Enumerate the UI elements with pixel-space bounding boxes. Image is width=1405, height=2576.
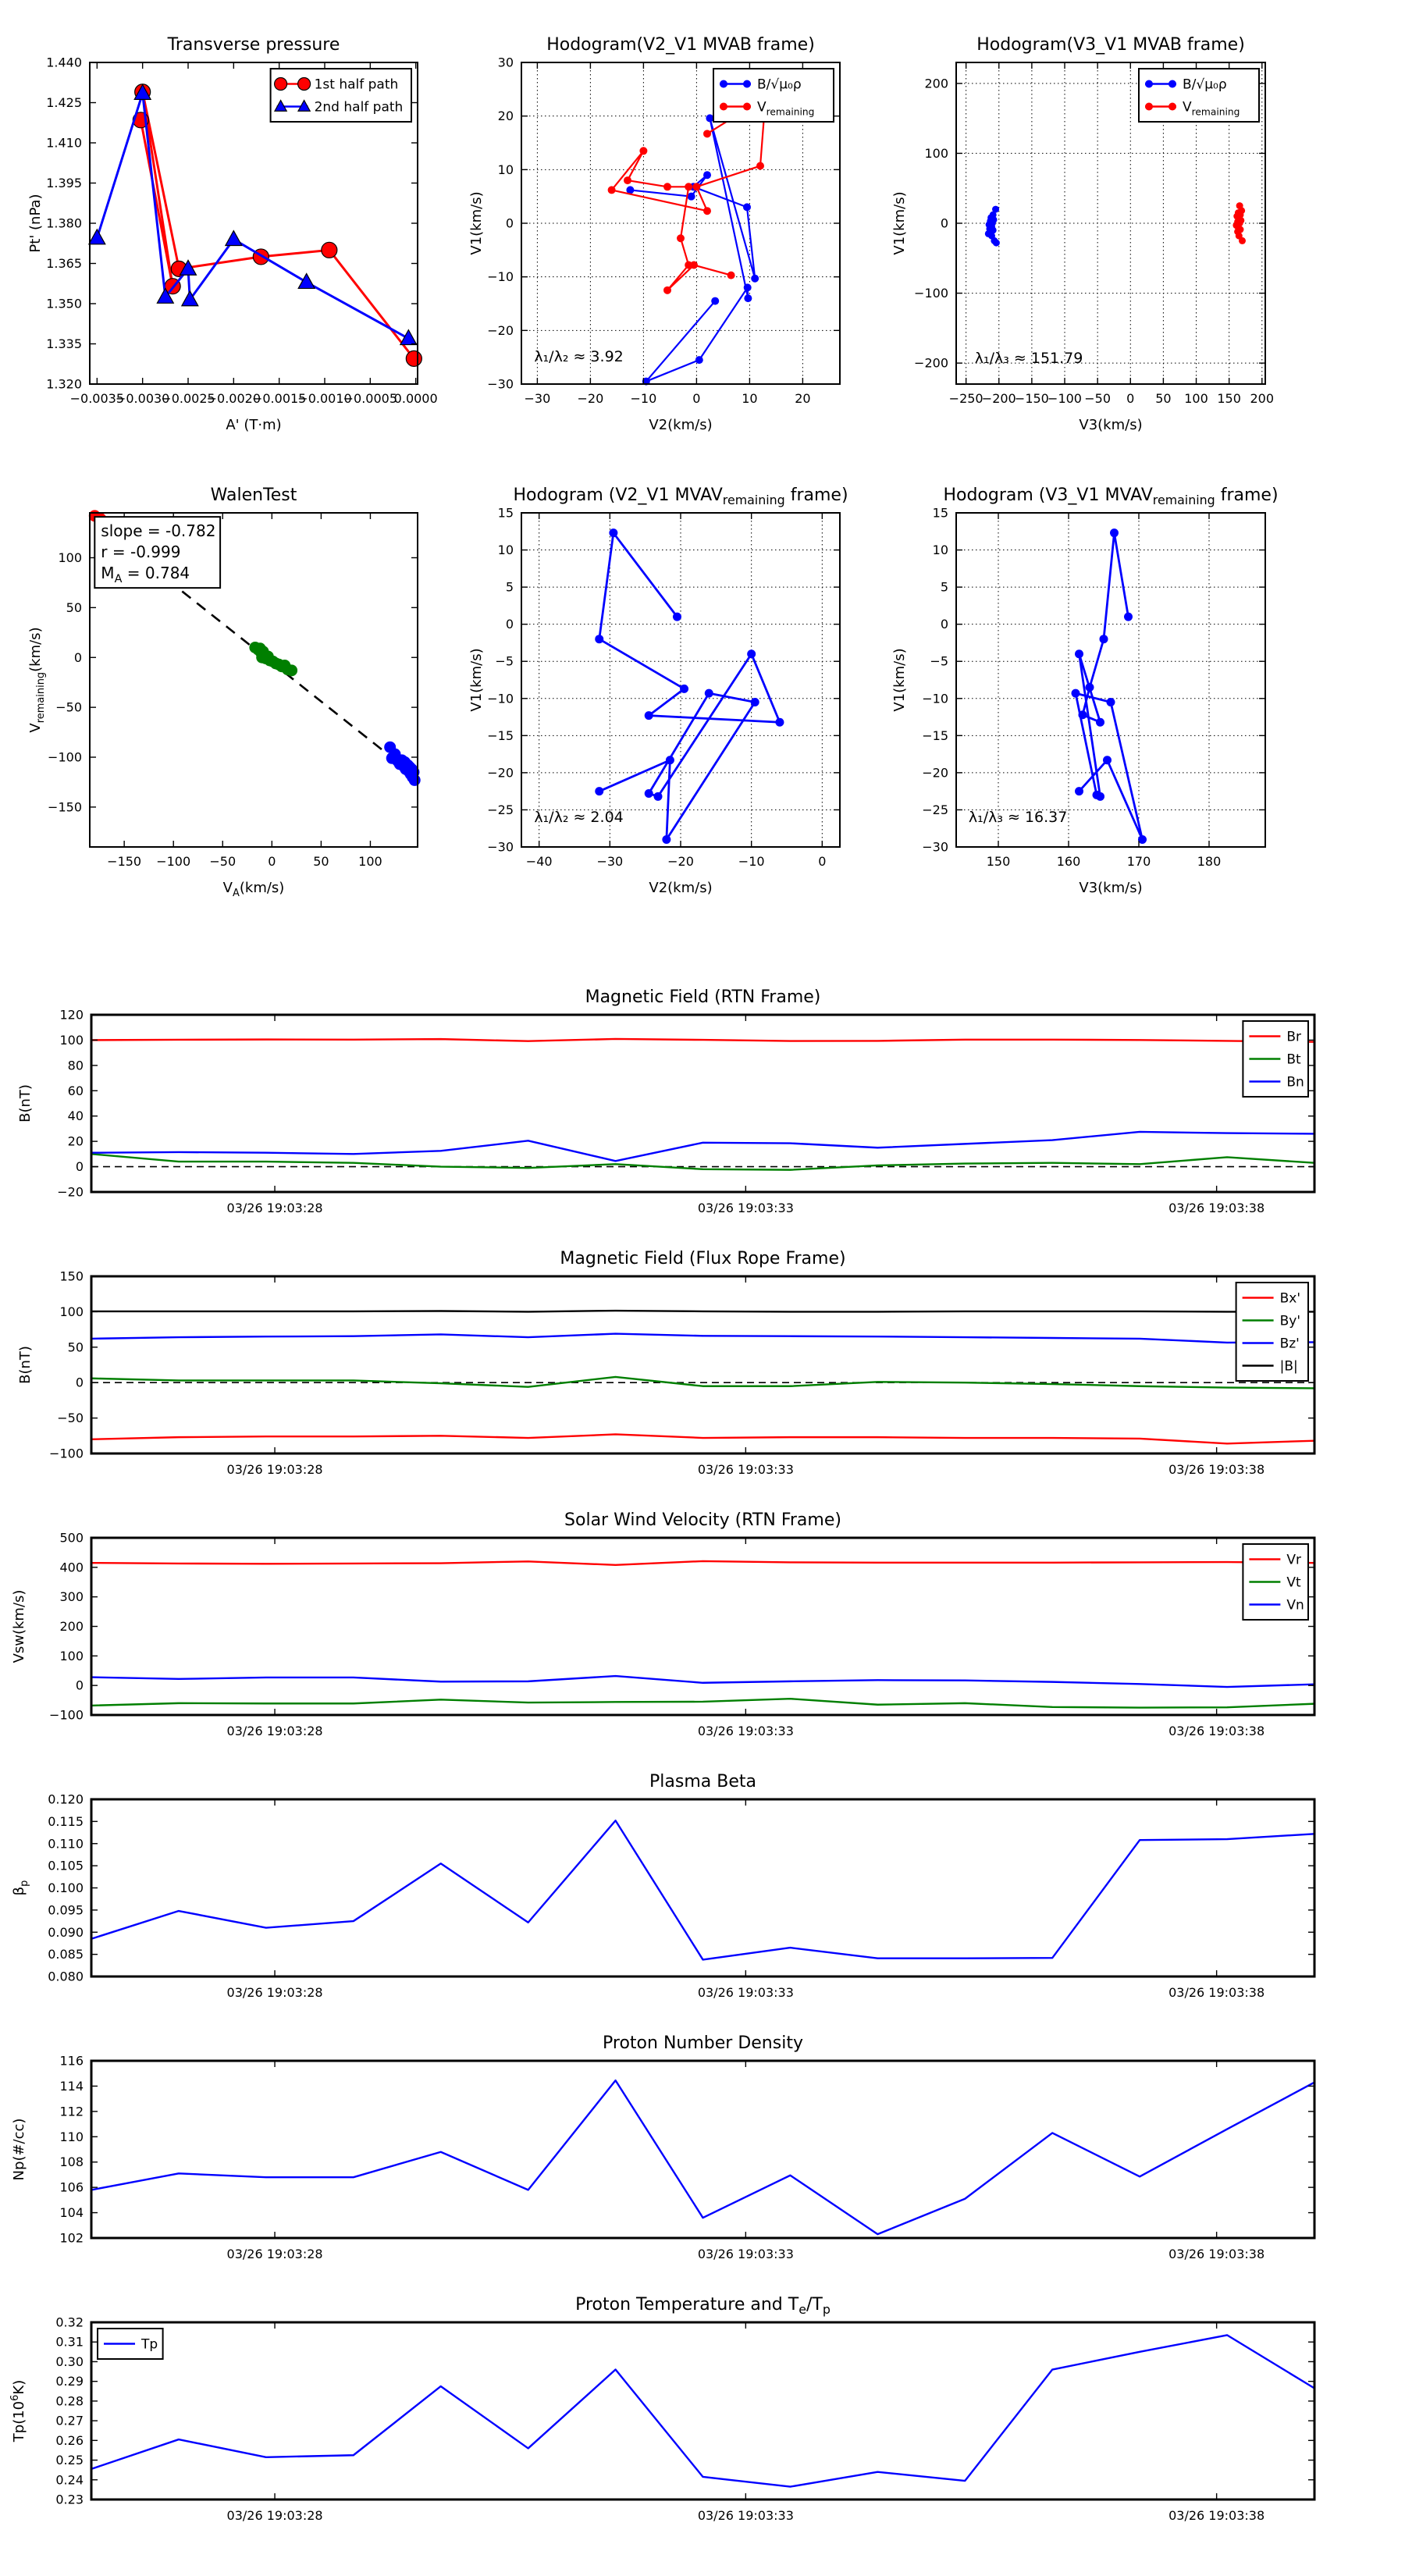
svg-text:MA = 0.784: $M_A = 0.784$ xyxy=(101,564,190,586)
svg-text:1.440: 1.440 xyxy=(46,55,82,70)
svg-text:0.27: 0.27 xyxy=(55,2413,84,2428)
svg-text:100: 100 xyxy=(1184,391,1208,406)
svg-text:50: 50 xyxy=(66,600,82,615)
svg-text:Plasma Beta: Plasma Beta xyxy=(649,1772,756,1791)
svg-text:03/26 19:03:33: 03/26 19:03:33 xyxy=(697,1724,794,1738)
svg-text:−100: −100 xyxy=(1048,391,1082,406)
svg-text:1.425: 1.425 xyxy=(46,95,82,110)
svg-text:B/√μ₀ρ: B/√μ₀ρ xyxy=(1183,76,1227,93)
svg-text:0: 0 xyxy=(268,854,276,869)
svg-text:Magnetic Field (RTN Frame): Magnetic Field (RTN Frame) xyxy=(585,987,821,1007)
svg-text:0.110: 0.110 xyxy=(48,1836,84,1852)
svg-text:1.410: 1.410 xyxy=(46,135,82,151)
svg-text:−10: −10 xyxy=(630,391,657,406)
svg-text:−0.0005: −0.0005 xyxy=(343,391,398,406)
svg-text:10: 10 xyxy=(742,391,758,406)
svg-text:106: 106 xyxy=(59,2179,84,2195)
svg-text:0.080: 0.080 xyxy=(48,1969,84,1984)
svg-text:0: 0 xyxy=(505,617,514,632)
svg-text:−20: −20 xyxy=(487,765,514,781)
svg-text:−50: −50 xyxy=(55,699,82,715)
svg-text:10: 10 xyxy=(932,543,948,558)
svg-text:Vt: Vt xyxy=(1286,1574,1301,1591)
svg-text:V1(km/s): V1(km/s) xyxy=(468,648,485,712)
svg-text:03/26 19:03:38: 03/26 19:03:38 xyxy=(1168,1985,1265,2000)
svg-text:0.30: 0.30 xyxy=(55,2354,84,2369)
svg-text:−150: −150 xyxy=(107,854,142,869)
svg-text:Vremaining(km/s): $V_{remaining}(km/s)$ xyxy=(27,627,47,733)
svg-text:0.24: 0.24 xyxy=(55,2472,84,2488)
svg-text:−0.0010: −0.0010 xyxy=(297,391,352,406)
svg-text:Hodogram (V3_V1 MVAVremaining: Hodogram (V3_V1 $MVAV_{remaining}$ frame) xyxy=(943,486,1279,507)
svg-text:0: 0 xyxy=(75,1159,84,1175)
svg-text:−100: −100 xyxy=(48,749,82,765)
svg-text:120: 120 xyxy=(59,1007,84,1023)
svg-text:−25: −25 xyxy=(922,802,948,817)
svg-text:50: 50 xyxy=(313,854,329,869)
svg-text:5: 5 xyxy=(505,579,514,595)
svg-text:112: 112 xyxy=(59,2104,84,2119)
svg-text:0: 0 xyxy=(1126,391,1135,406)
svg-text:Np(#/cc): Np(#/cc) xyxy=(11,2118,27,2181)
svg-text:03/26 19:03:38: 03/26 19:03:38 xyxy=(1168,2508,1265,2523)
svg-text:0.28: 0.28 xyxy=(55,2393,84,2409)
svg-text:102: 102 xyxy=(59,2230,84,2246)
svg-text:03/26 19:03:33: 03/26 19:03:33 xyxy=(697,1201,794,1215)
svg-text:1.320: 1.320 xyxy=(46,376,82,392)
svg-text:Magnetic Field (Flux Rope Fram: Magnetic Field (Flux Rope Frame) xyxy=(560,1249,846,1268)
svg-text:−25: −25 xyxy=(487,802,514,817)
svg-text:−20: −20 xyxy=(922,765,948,781)
svg-text:A' (T·m): A' (T·m) xyxy=(226,417,282,433)
svg-text:Tp(106K): $Tp(10^6K)$ xyxy=(9,2379,27,2443)
svg-text:20: 20 xyxy=(67,1133,84,1149)
svg-text:0.29: 0.29 xyxy=(55,2374,84,2389)
svg-text:Hodogram (V2_V1 MVAVremaining: Hodogram (V2_V1 $MVAV_{remaining}$ frame) xyxy=(513,486,848,507)
svg-text:βp: $\beta_p$ xyxy=(11,1880,30,1896)
svg-text:100: 100 xyxy=(924,145,948,161)
svg-text:0.25: 0.25 xyxy=(55,2453,84,2468)
svg-text:Proton Temperature and Te/Tp: Proton Temperature and $T_e/T_p$ xyxy=(575,2295,831,2317)
svg-text:114: 114 xyxy=(59,2078,84,2094)
svg-text:500: 500 xyxy=(59,1530,84,1546)
svg-text:Tp: Tp xyxy=(141,2336,158,2353)
svg-text:λ₁/λ₂ ≈ 2.04: λ₁/λ₂ ≈ 2.04 xyxy=(534,808,624,826)
svg-text:−100: −100 xyxy=(49,1446,84,1461)
svg-text:Hodogram(V3_V1 MVAB frame): Hodogram(V3_V1 MVAB frame) xyxy=(976,35,1245,55)
svg-text:−30: −30 xyxy=(922,839,948,855)
svg-text:170: 170 xyxy=(1126,854,1151,869)
svg-text:03/26 19:03:33: 03/26 19:03:33 xyxy=(697,2247,794,2261)
svg-text:200: 200 xyxy=(59,1619,84,1634)
svg-text:0.31: 0.31 xyxy=(55,2334,84,2350)
chart-magnetic-field-flux-rope xyxy=(0,1233,1405,1495)
svg-text:30: 30 xyxy=(497,55,514,70)
svg-text:03/26 19:03:38: 03/26 19:03:38 xyxy=(1168,1724,1265,1738)
svg-text:1.380: 1.380 xyxy=(46,215,82,231)
svg-text:0: 0 xyxy=(505,215,514,231)
svg-text:−0.0030: −0.0030 xyxy=(115,391,170,406)
svg-text:Bn: Bn xyxy=(1286,1074,1304,1091)
svg-text:V1(km/s): V1(km/s) xyxy=(468,191,485,255)
chart-walen-test xyxy=(0,461,468,929)
svg-text:03/26 19:03:33: 03/26 19:03:33 xyxy=(697,1462,794,1477)
svg-text:V1(km/s): V1(km/s) xyxy=(891,648,908,712)
svg-text:−0.0015: −0.0015 xyxy=(251,391,307,406)
svg-text:03/26 19:03:38: 03/26 19:03:38 xyxy=(1168,1462,1265,1477)
svg-text:03/26 19:03:28: 03/26 19:03:28 xyxy=(226,2508,323,2523)
svg-text:160: 160 xyxy=(1056,854,1081,869)
svg-text:0.0000: 0.0000 xyxy=(393,391,438,406)
svg-text:03/26 19:03:38: 03/26 19:03:38 xyxy=(1168,1201,1265,1215)
svg-text:−50: −50 xyxy=(209,854,237,869)
svg-text:03/26 19:03:28: 03/26 19:03:28 xyxy=(226,2247,323,2261)
svg-text:−0.0020: −0.0020 xyxy=(206,391,261,406)
svg-text:116: 116 xyxy=(59,2053,84,2069)
svg-text:150: 150 xyxy=(986,854,1011,869)
svg-text:03/26 19:03:28: 03/26 19:03:28 xyxy=(226,1985,323,2000)
svg-text:Vremaining: $V_{remaining}$ xyxy=(757,99,815,118)
svg-text:V2(km/s): V2(km/s) xyxy=(649,880,713,896)
svg-text:0.26: 0.26 xyxy=(55,2432,84,2448)
svg-text:Vremaining: $V_{remaining}$ xyxy=(1183,99,1240,118)
svg-text:−20: −20 xyxy=(57,1184,84,1200)
svg-text:0.090: 0.090 xyxy=(48,1924,84,1940)
svg-text:−15: −15 xyxy=(922,728,948,743)
svg-text:0: 0 xyxy=(75,1375,84,1390)
chart-proton-temperature xyxy=(0,2279,1405,2545)
svg-text:0: 0 xyxy=(818,854,827,869)
svg-text:03/26 19:03:38: 03/26 19:03:38 xyxy=(1168,2247,1265,2261)
svg-text:10: 10 xyxy=(497,162,514,177)
svg-text:B(nT): B(nT) xyxy=(17,1346,34,1384)
svg-text:|B|: |B| xyxy=(1279,1358,1298,1375)
svg-text:−100: −100 xyxy=(156,854,191,869)
svg-text:0.095: 0.095 xyxy=(48,1902,84,1918)
svg-text:0.23: 0.23 xyxy=(55,2492,84,2507)
svg-text:20: 20 xyxy=(795,391,811,406)
svg-text:Bt: Bt xyxy=(1286,1051,1301,1068)
svg-text:−20: −20 xyxy=(577,391,604,406)
svg-text:B(nT): B(nT) xyxy=(17,1084,34,1123)
svg-text:λ₁/λ₃ ≈ 16.37: λ₁/λ₃ ≈ 16.37 xyxy=(968,808,1068,826)
svg-text:15: 15 xyxy=(932,505,948,521)
svg-text:0.120: 0.120 xyxy=(48,1791,84,1807)
svg-text:0: 0 xyxy=(940,215,948,231)
svg-text:−50: −50 xyxy=(57,1411,84,1426)
svg-text:20: 20 xyxy=(497,109,514,124)
svg-text:VA(km/s): $V_A(km/s)$ xyxy=(222,880,285,899)
svg-text:03/26 19:03:33: 03/26 19:03:33 xyxy=(697,1985,794,2000)
svg-text:−150: −150 xyxy=(1014,391,1049,406)
svg-text:2nd half path: 2nd half path xyxy=(314,99,404,116)
svg-text:B/√μ₀ρ: B/√μ₀ρ xyxy=(757,76,802,93)
svg-text:0.100: 0.100 xyxy=(48,1880,84,1895)
svg-text:−10: −10 xyxy=(487,269,514,285)
svg-text:150: 150 xyxy=(1217,391,1241,406)
svg-text:−20: −20 xyxy=(667,854,694,869)
svg-text:V2(km/s): V2(km/s) xyxy=(649,417,713,433)
chart-hodogram-v2-v1-mvav xyxy=(468,461,851,929)
svg-text:V3(km/s): V3(km/s) xyxy=(1079,417,1143,433)
svg-text:300: 300 xyxy=(59,1589,84,1605)
svg-text:150: 150 xyxy=(59,1268,84,1284)
svg-text:104: 104 xyxy=(59,2205,84,2221)
svg-text:−0.0035: −0.0035 xyxy=(69,391,125,406)
chart-magnetic-field-rtn xyxy=(0,972,1405,1233)
svg-text:−100: −100 xyxy=(914,286,948,301)
svg-text:100: 100 xyxy=(58,550,82,565)
chart-plasma-beta xyxy=(0,1756,1405,2018)
svg-text:−10: −10 xyxy=(487,691,514,706)
svg-text:−200: −200 xyxy=(981,391,1016,406)
chart-hodogram-v2-v1-mvab xyxy=(468,0,851,461)
chart-proton-number-density xyxy=(0,2018,1405,2279)
svg-text:−20: −20 xyxy=(487,322,514,338)
svg-text:−200: −200 xyxy=(914,355,948,371)
svg-text:108: 108 xyxy=(59,2154,84,2170)
svg-text:100: 100 xyxy=(358,854,382,869)
svg-text:Vsw(km/s): Vsw(km/s) xyxy=(11,1589,27,1663)
svg-text:15: 15 xyxy=(497,505,514,521)
svg-text:Bz': Bz' xyxy=(1279,1336,1300,1352)
svg-text:−150: −150 xyxy=(48,799,82,815)
svg-text:200: 200 xyxy=(1250,391,1275,406)
svg-text:Vr: Vr xyxy=(1286,1552,1302,1568)
svg-text:−10: −10 xyxy=(738,854,765,869)
svg-text:λ₁/λ₂ ≈ 3.92: λ₁/λ₂ ≈ 3.92 xyxy=(534,348,624,366)
svg-text:−40: −40 xyxy=(525,854,553,869)
svg-text:110: 110 xyxy=(59,2129,84,2144)
chart-transverse-pressure xyxy=(0,0,468,461)
svg-text:1st half path: 1st half path xyxy=(314,76,399,93)
svg-text:WalenTest: WalenTest xyxy=(210,486,297,505)
svg-text:0.105: 0.105 xyxy=(48,1858,84,1873)
svg-text:60: 60 xyxy=(67,1083,84,1098)
svg-text:1.365: 1.365 xyxy=(46,256,82,271)
svg-text:Br: Br xyxy=(1286,1029,1302,1045)
svg-text:−0.0025: −0.0025 xyxy=(161,391,215,406)
svg-text:0: 0 xyxy=(73,649,82,665)
svg-text:Pt' (nPa): Pt' (nPa) xyxy=(27,194,44,253)
svg-text:03/26 19:03:28: 03/26 19:03:28 xyxy=(226,1462,323,1477)
svg-text:Transverse pressure: Transverse pressure xyxy=(167,35,340,55)
svg-text:V1(km/s): V1(km/s) xyxy=(891,191,908,255)
svg-text:−30: −30 xyxy=(524,391,551,406)
svg-text:40: 40 xyxy=(67,1108,84,1124)
svg-text:0.115: 0.115 xyxy=(48,1813,84,1829)
svg-text:−15: −15 xyxy=(487,728,514,743)
svg-text:50: 50 xyxy=(1155,391,1172,406)
svg-text:100: 100 xyxy=(59,1032,84,1048)
svg-text:100: 100 xyxy=(59,1648,84,1663)
svg-text:10: 10 xyxy=(497,543,514,558)
svg-text:1.350: 1.350 xyxy=(46,296,82,311)
svg-text:−30: −30 xyxy=(487,376,514,392)
svg-text:Vn: Vn xyxy=(1286,1597,1304,1614)
svg-text:03/26 19:03:33: 03/26 19:03:33 xyxy=(697,2508,794,2523)
svg-text:By': By' xyxy=(1279,1313,1301,1329)
svg-text:−10: −10 xyxy=(922,691,948,706)
svg-text:−5: −5 xyxy=(495,653,514,669)
svg-text:Hodogram(V2_V1 MVAB frame): Hodogram(V2_V1 MVAB frame) xyxy=(546,35,815,55)
svg-text:−250: −250 xyxy=(948,391,984,406)
svg-text:200: 200 xyxy=(924,76,948,91)
svg-text:−30: −30 xyxy=(596,854,624,869)
chart-hodogram-v3-v1-mvav xyxy=(851,461,1405,929)
svg-text:0: 0 xyxy=(75,1678,84,1693)
svg-text:03/26 19:03:28: 03/26 19:03:28 xyxy=(226,1201,323,1215)
svg-text:V3(km/s): V3(km/s) xyxy=(1079,880,1143,896)
svg-text:−50: −50 xyxy=(1084,391,1112,406)
svg-text:slope = -0.782: slope = -0.782 xyxy=(101,521,216,541)
svg-text:Solar Wind Velocity (RTN Frame: Solar Wind Velocity (RTN Frame) xyxy=(564,1510,841,1530)
svg-text:03/26 19:03:28: 03/26 19:03:28 xyxy=(226,1724,323,1738)
svg-text:0: 0 xyxy=(940,617,948,632)
svg-text:180: 180 xyxy=(1197,854,1222,869)
svg-text:0.085: 0.085 xyxy=(48,1947,84,1962)
svg-text:−5: −5 xyxy=(930,653,948,669)
chart-solar-wind-velocity xyxy=(0,1495,1405,1756)
svg-text:400: 400 xyxy=(59,1560,84,1575)
svg-text:Proton Number Density: Proton Number Density xyxy=(603,2033,803,2053)
svg-text:1.335: 1.335 xyxy=(46,336,82,351)
svg-text:−100: −100 xyxy=(49,1707,84,1723)
svg-text:5: 5 xyxy=(940,579,948,595)
svg-text:−30: −30 xyxy=(487,839,514,855)
svg-text:80: 80 xyxy=(67,1058,84,1073)
svg-text:100: 100 xyxy=(59,1304,84,1319)
svg-text:0: 0 xyxy=(692,391,701,406)
svg-text:λ₁/λ₃ ≈ 151.79: λ₁/λ₃ ≈ 151.79 xyxy=(974,350,1083,368)
chart-hodogram-v3-v1-mvab xyxy=(851,0,1405,461)
svg-text:r = -0.999: r = -0.999 xyxy=(101,543,181,562)
svg-text:50: 50 xyxy=(67,1340,84,1355)
svg-text:1.395: 1.395 xyxy=(46,176,82,190)
svg-text:Bx': Bx' xyxy=(1279,1290,1301,1307)
svg-text:0.32: 0.32 xyxy=(55,2314,84,2330)
